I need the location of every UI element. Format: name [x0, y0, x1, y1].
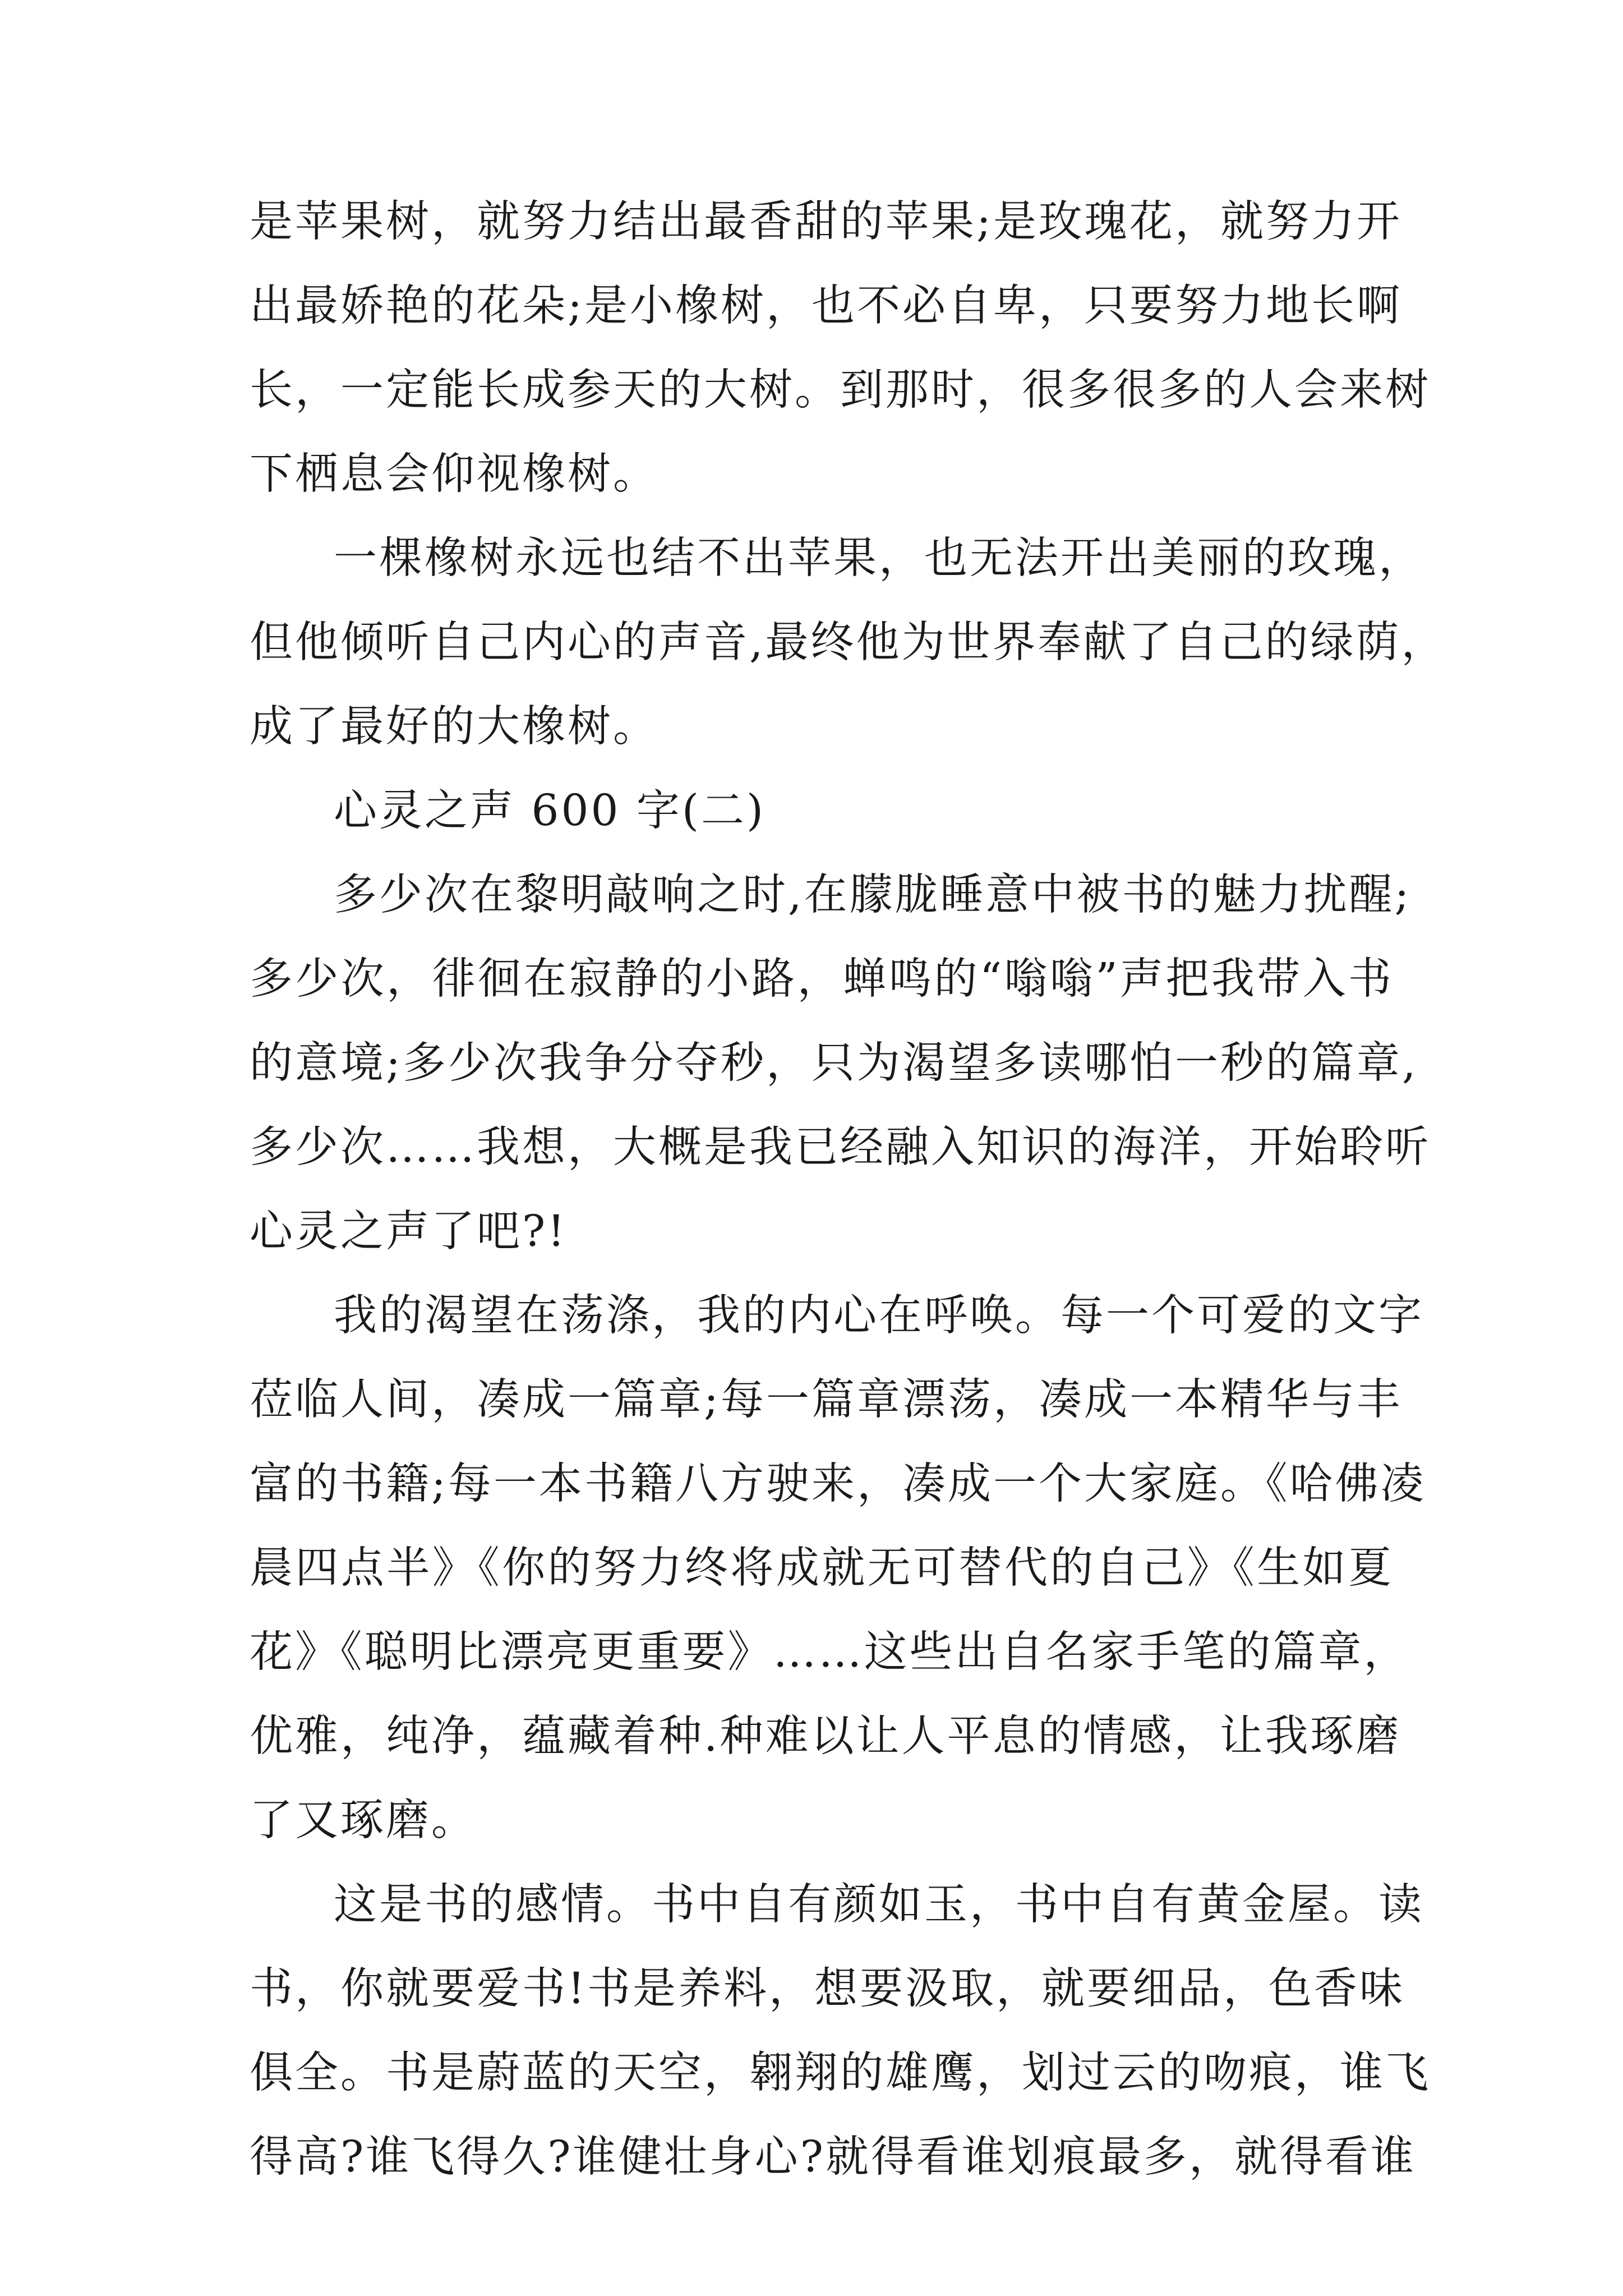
text-line: 书，你就要爱书!书是养料，想要汲取，就要细品，色香味 — [250, 1964, 1405, 2014]
text-line: 的意境;多少次我争分夺秒，只为渴望多读哪怕一秒的篇章, — [250, 1038, 1418, 1088]
section-heading: 心灵之声 600 字(二) — [334, 786, 766, 836]
text-line: 长，一定能长成参天的大树。到那时，很多很多的人会来树 — [250, 365, 1431, 415]
text-line: 得高?谁飞得久?谁健壮身心?就得看谁划痕最多，就得看谁 — [250, 2132, 1416, 2182]
text-line: 是苹果树，就努力结出最香甜的苹果;是玫瑰花，就努力开 — [250, 197, 1402, 247]
text-line: 心灵之声了吧?! — [250, 1207, 568, 1257]
text-line: 下栖息会仰视橡树。 — [250, 449, 658, 499]
paragraph-first-line: 我的渴望在荡涤，我的内心在呼唤。每一个可爱的文字 — [334, 1291, 1424, 1341]
text-line: 成了最好的大橡树。 — [250, 702, 658, 752]
text-line: 晨四点半》《你的努力终将成就无可替代的自己》《生如夏 — [250, 1543, 1394, 1593]
text-line: 优雅，纯净，蕴藏着种.种难以让人平息的情感，让我琢磨 — [250, 1711, 1401, 1761]
text-line: 了又琢磨。 — [250, 1796, 477, 1846]
text-line: 莅临人间，凑成一篇章;每一篇章漂荡，凑成一本精华与丰 — [250, 1375, 1402, 1425]
text-line: 多少次，徘徊在寂静的小路，蝉鸣的“嗡嗡”声把我带入书 — [250, 954, 1394, 1004]
paragraph-first-line: 一棵橡树永远也结不出苹果，也无法开出美丽的玫瑰， — [334, 533, 1424, 583]
text-line: 多少次……我想，大概是我已经融入知识的海洋，开始聆听 — [250, 1122, 1431, 1172]
paragraph-first-line: 这是书的感情。书中自有颜如玉，书中自有黄金屋。读 — [334, 1880, 1424, 1930]
text-line: 俱全。书是蔚蓝的天空，翱翔的雄鹰，划过云的吻痕，谁飞 — [250, 2048, 1431, 2098]
text-line: 花》《聪明比漂亮更重要》……这些出自名家手笔的篇章， — [250, 1627, 1409, 1677]
text-line: 富的书籍;每一本书籍八方驶来，凑成一个大家庭。《哈佛凌 — [250, 1459, 1426, 1509]
paragraph-first-line: 多少次在黎明敲响之时,在朦胧睡意中被书的魅力扰醒; — [334, 870, 1412, 920]
text-line: 但他倾听自己内心的声音,最终他为世界奉献了自己的绿荫， — [250, 618, 1447, 668]
text-line: 出最娇艳的花朵;是小橡树，也不必自卑，只要努力地长啊 — [250, 281, 1402, 331]
